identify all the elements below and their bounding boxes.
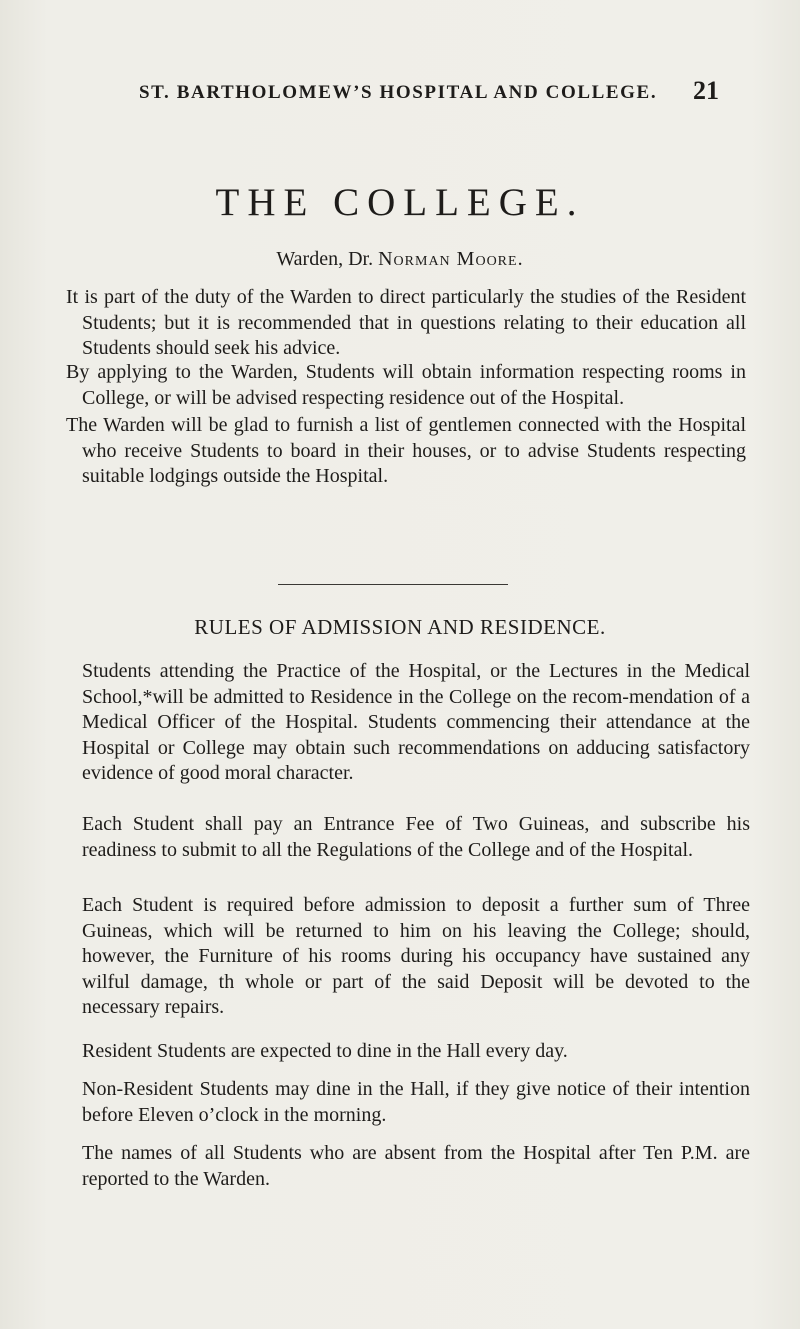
warden-prefix: Warden, Dr. — [276, 248, 379, 270]
section-divider — [278, 584, 508, 585]
rule-resident-dining: Resident Students are expected to dine in the Hall every day. — [82, 1040, 568, 1062]
paragraph-warden-duty: It is part of the duty of the Warden to direct particularly the studies of the Resident Students; but it is recommended that in questions relating to their education all Students should seek his advice. — [66, 286, 746, 359]
warden-name: Norman Moore. — [378, 248, 524, 270]
paragraph-rooms: By applying to the Warden, Students will obtain information respecting rooms in College, or will be advised respecting residence out of the Hospital. — [66, 361, 746, 409]
rule-deposit: Each Student is required before admission to deposit a further sum of Three Guineas, which will be returned to him on his leaving the College; should, however, the Furniture of his rooms during his occupancy have sustained any wilful damage, th whole or part of the said Deposit will be devoted to the necessary repairs. — [82, 894, 750, 1018]
warden-line — [0, 248, 800, 271]
rules-heading: RULES OF ADMISSION AND RESIDENCE. — [194, 615, 606, 639]
rule-non-resident-dining: Non-Resident Students may dine in the Hall, if they give notice of their intention before Eleven o’clock in the morning. — [82, 1078, 750, 1126]
rule-absence: The names of all Students who are absent from the Hospital after Ten P.M. are reported to the Warden. — [82, 1142, 750, 1190]
rule-admission: Students attending the Practice of the Hospital, or the Lectures in the Medical School,*will be admitted to Residence in the College on the recom-mendation of a Medical Officer of the Hospital. Students commencing their attendance at the Hospital or College may obtain such recommendations on adducing satisfactory evidence of good moral character. — [82, 660, 750, 784]
page-number: 21 — [693, 76, 719, 105]
paragraph-lodgings: The Warden will be glad to furnish a list of gentlemen connected with the Hospital who receive Students to board in their houses, or to advise Students respecting suitable lodgings outside the Hospital. — [66, 414, 746, 487]
running-head-title: ST. BARTHOLOMEW’S HOSPITAL AND COLLEGE. — [139, 82, 658, 103]
rule-entrance-fee: Each Student shall pay an Entrance Fee of Two Guineas, and subscribe his readiness to submit to all the Regulations of the College and of the Hospital. — [82, 813, 750, 861]
section-title: THE COLLEGE. — [215, 181, 585, 224]
